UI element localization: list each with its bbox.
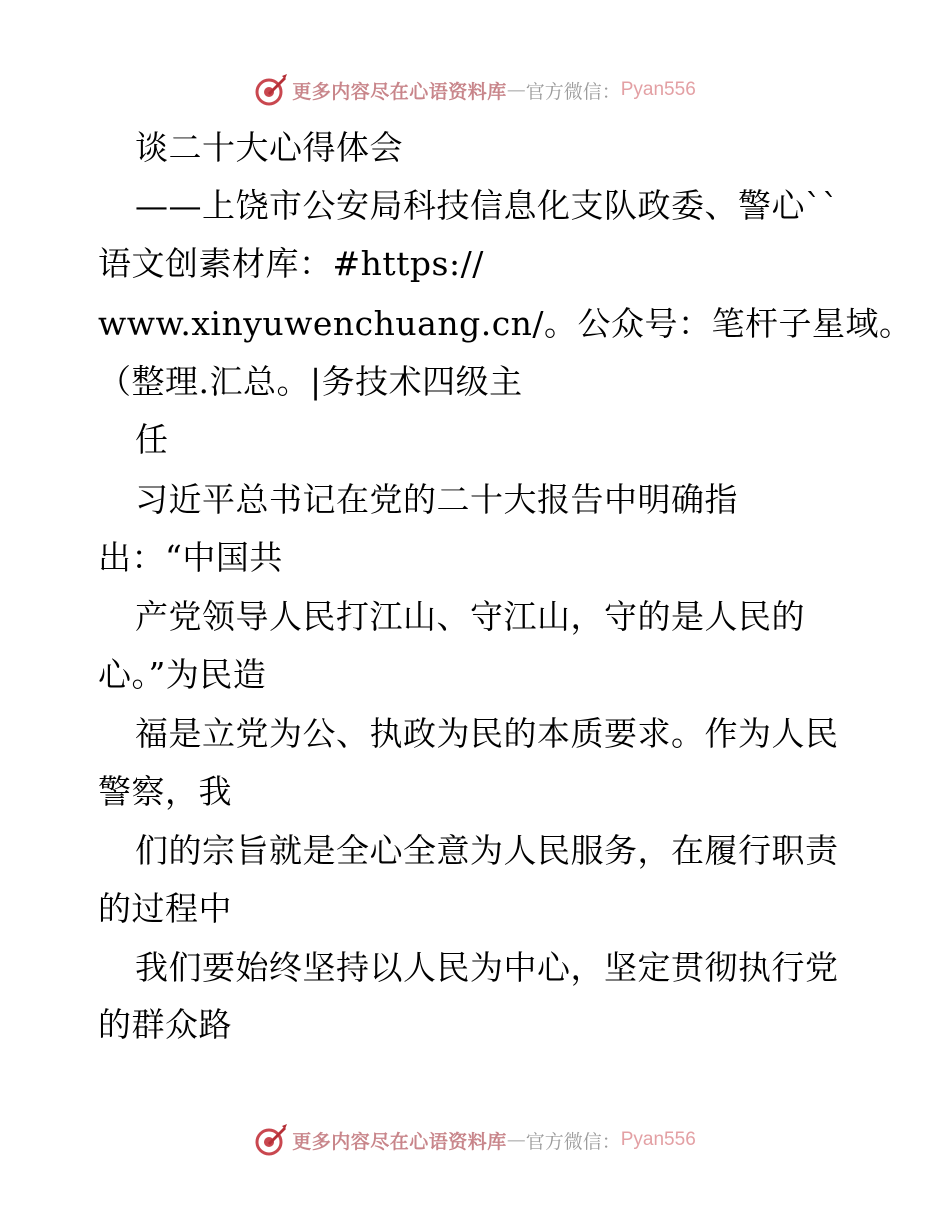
document-title: 谈二十大心得体会 (135, 128, 403, 167)
document-line-text: 语文创素材库：#https:// (98, 244, 484, 283)
document-line: 任 (135, 420, 169, 459)
banner-dash: — (506, 79, 526, 101)
brand-logo-icon (254, 1123, 288, 1157)
document-line: 们的宗旨就是全心全意为人民服务，在履行职责 (135, 831, 839, 870)
banner-wechat-id: Pyan556 (620, 1129, 696, 1150)
document-line (98, 242, 484, 286)
document-line: 警察，我 (98, 772, 232, 811)
document-subtitle-line: ——上饶市公安局科技信息化支队政委、警心`` (135, 186, 839, 225)
document-line: 的过程中 (98, 889, 232, 928)
banner-main-text: 更多内容尽在心语资料库 (292, 1130, 507, 1153)
banner-dash: — (506, 1129, 526, 1151)
document-line: 我们要始终坚持以人民为中心，坚定贯彻执行党 (135, 948, 839, 987)
document-line: 的群众路 (98, 1005, 232, 1044)
document-line: 出：“中国共 (98, 538, 283, 577)
banner-main-text: 更多内容尽在心语资料库 (292, 80, 507, 103)
footer-banner (0, 1120, 950, 1160)
banner-wechat-id: Pyan556 (620, 79, 696, 100)
banner-official-label: 官方微信： (525, 1130, 621, 1153)
banner-official-label: 官方微信： (525, 80, 621, 103)
document-line (98, 302, 913, 346)
document-line: 习近平总书记在党的二十大报告中明确指 (135, 480, 738, 519)
document-line: （整理.汇总。|务技术四级主 (98, 362, 523, 401)
document-line: 心。”为民造 (98, 655, 267, 694)
document-line: 产党领导人民打江山、守江山，守的是人民的 (135, 597, 805, 636)
document-line: 福是立党为公、执政为民的本质要求。作为人民 (135, 714, 839, 753)
document-line-text: www.xinyuwenchuang.cn/。公众号：笔杆子星域。 (98, 304, 913, 343)
